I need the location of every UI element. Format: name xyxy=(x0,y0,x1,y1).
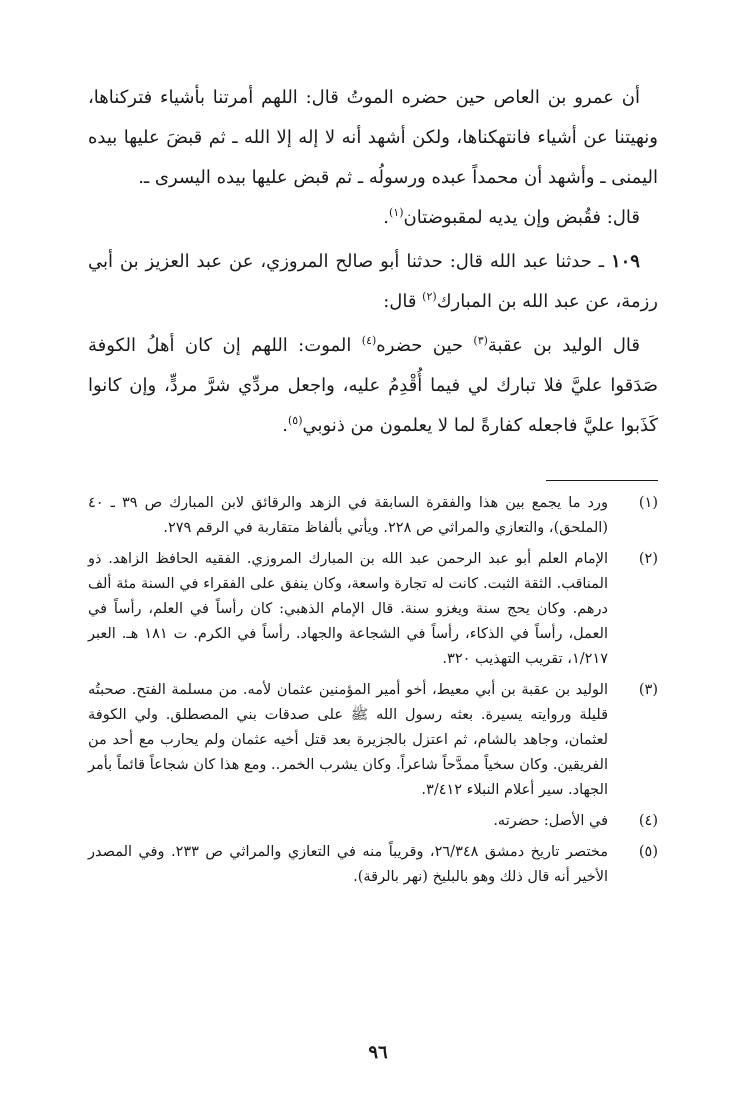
footnote-number: (٣) xyxy=(638,682,658,698)
paragraph-2-end: . xyxy=(383,207,389,228)
paragraph-2 xyxy=(88,198,658,238)
footnote-ref-5[interactable]: (٥) xyxy=(287,414,303,427)
footnote-3 xyxy=(88,678,658,803)
footnotes xyxy=(88,491,658,890)
footnote-text: الإمام العلم أبو عبد الرحمن عبد الله بن المبارك المروزي. الفقيه الحافظ الزاهد. ذو المناقب. الثقة الثبت. كانت له تجارة واسعة، وكان ينفق على الفقراء في السنة مئة ألف درهم. وكان يحج سنة ويغزو سنة. قال الإمام الذهبي: كان رأساً في العلم، رأساً في العمل، رأساً في الذكاء، رأساً في الشجاعة والجهاد. رأساً في الكرم. ت ١٨١ هـ. العبر ١/٢١٧، تقريب التهذيب ٣٢٠. xyxy=(88,551,608,667)
footnote-text: ورد ما يجمع بين هذا والفقرة السابقة في الزهد والرقائق لابن المبارك ص ٣٩ ـ ٤٠ (الملحق)، والتعازي والمراثي ص ٢٢٨. ويأتي بألفاظ متقاربة في الرقم ٢٧٩. xyxy=(88,495,608,536)
footnote-separator xyxy=(546,480,658,481)
footnote-text: مختصر تاريخ دمشق ٢٦/٣٤٨، وقريباً منه في التعازي والمراثي ص ٢٣٣. وفي المصدر الأخير أنه قال ذلك وهو بالبليخ (نهر بالرقة). xyxy=(88,844,608,885)
paragraph-4-end: . xyxy=(282,415,288,436)
paragraph-4-text-c: الموت: اللهم إن كان أهلُ الكوفة صَدَقوا عليَّ فلا تبارك لي فيما أُقْدِمُ عليه، واجعل مردِّي شرَّ مردٍّ، وإن كانوا كَذَبوا عليَّ فاجعله كفارةً لما لا يعلمون من ذنوبي xyxy=(88,335,658,436)
footnote-ref-3[interactable]: (٣) xyxy=(473,334,488,347)
footnote-2 xyxy=(88,547,658,672)
footnote-1 xyxy=(88,491,658,541)
paragraph-4 xyxy=(88,326,658,446)
footnote-number: (٤) xyxy=(638,813,658,829)
paragraph-3 xyxy=(88,242,658,322)
footnote-text: الوليد بن عقبة بن أبي معيط، أخو أمير المؤمنين عثمان لأمه. من مسلمة الفتح. صحبتُه قليلة وروايته يسيرة. بعثه رسول الله ﷺ على صدقات بني المصطلق. ولي الكوفة لعثمان، وجاهد بالشام، ثم اعتزل بالجزيرة بعد قتل أخيه عثمان ولم يحارب مع أحد من الفريقين. وكان سخياً ممدَّحاً شاعراً. وكان يشرب الخمر.. ومع هذا كان شجاعاً قائماً بأمر الجهاد. سير أعلام النبلاء ٣/٤١٢. xyxy=(88,682,608,798)
paragraph-4-text-a: قال الوليد بن عقبة xyxy=(487,335,640,356)
paragraph-1: أن عمرو بن العاص حين حضره الموتُ قال: اللهم أمرتنا بأشياء فتركناها، ونهيتنا عن أشياء فانتهكناها، ولكن أشهد أنه لا إله إلا الله ـ ثم قبضَ عليها بيده اليمنى ـ وأشهد أن محمداً عبده ورسولُه ـ ثم قبض عليها بيده اليسرى ـ. xyxy=(88,87,658,188)
footnote-number: (٥) xyxy=(638,844,658,860)
paragraph-4-text-b: حين حضره xyxy=(376,335,474,356)
paragraph-3-text-b: قال: xyxy=(383,291,423,312)
page-content xyxy=(88,78,658,896)
paragraph-3-text-a: ـ حدثنا عبد الله قال: حدثنا أبو صالح المروزي، عن عبد العزيز بن أبي رزمة، عن عبد الله بن المبارك xyxy=(88,251,658,312)
item-number: ١٠٩ xyxy=(610,251,640,272)
footnote-5 xyxy=(88,840,658,890)
footnote-text: في الأصل: حضرته. xyxy=(493,813,608,829)
footnote-ref-1[interactable]: (١) xyxy=(388,206,404,219)
page-number: ٩٦ xyxy=(368,1042,388,1063)
footnote-4 xyxy=(88,809,658,834)
main-text xyxy=(88,78,658,446)
footnote-number: (١) xyxy=(638,495,658,511)
paragraph-2-text: قال: فقُبض وإن يديه لمقبوضتان xyxy=(403,207,640,228)
footnote-ref-2[interactable]: (٢) xyxy=(422,290,437,303)
footnote-ref-4[interactable]: (٤) xyxy=(361,334,377,347)
footnote-number: (٢) xyxy=(638,551,658,567)
